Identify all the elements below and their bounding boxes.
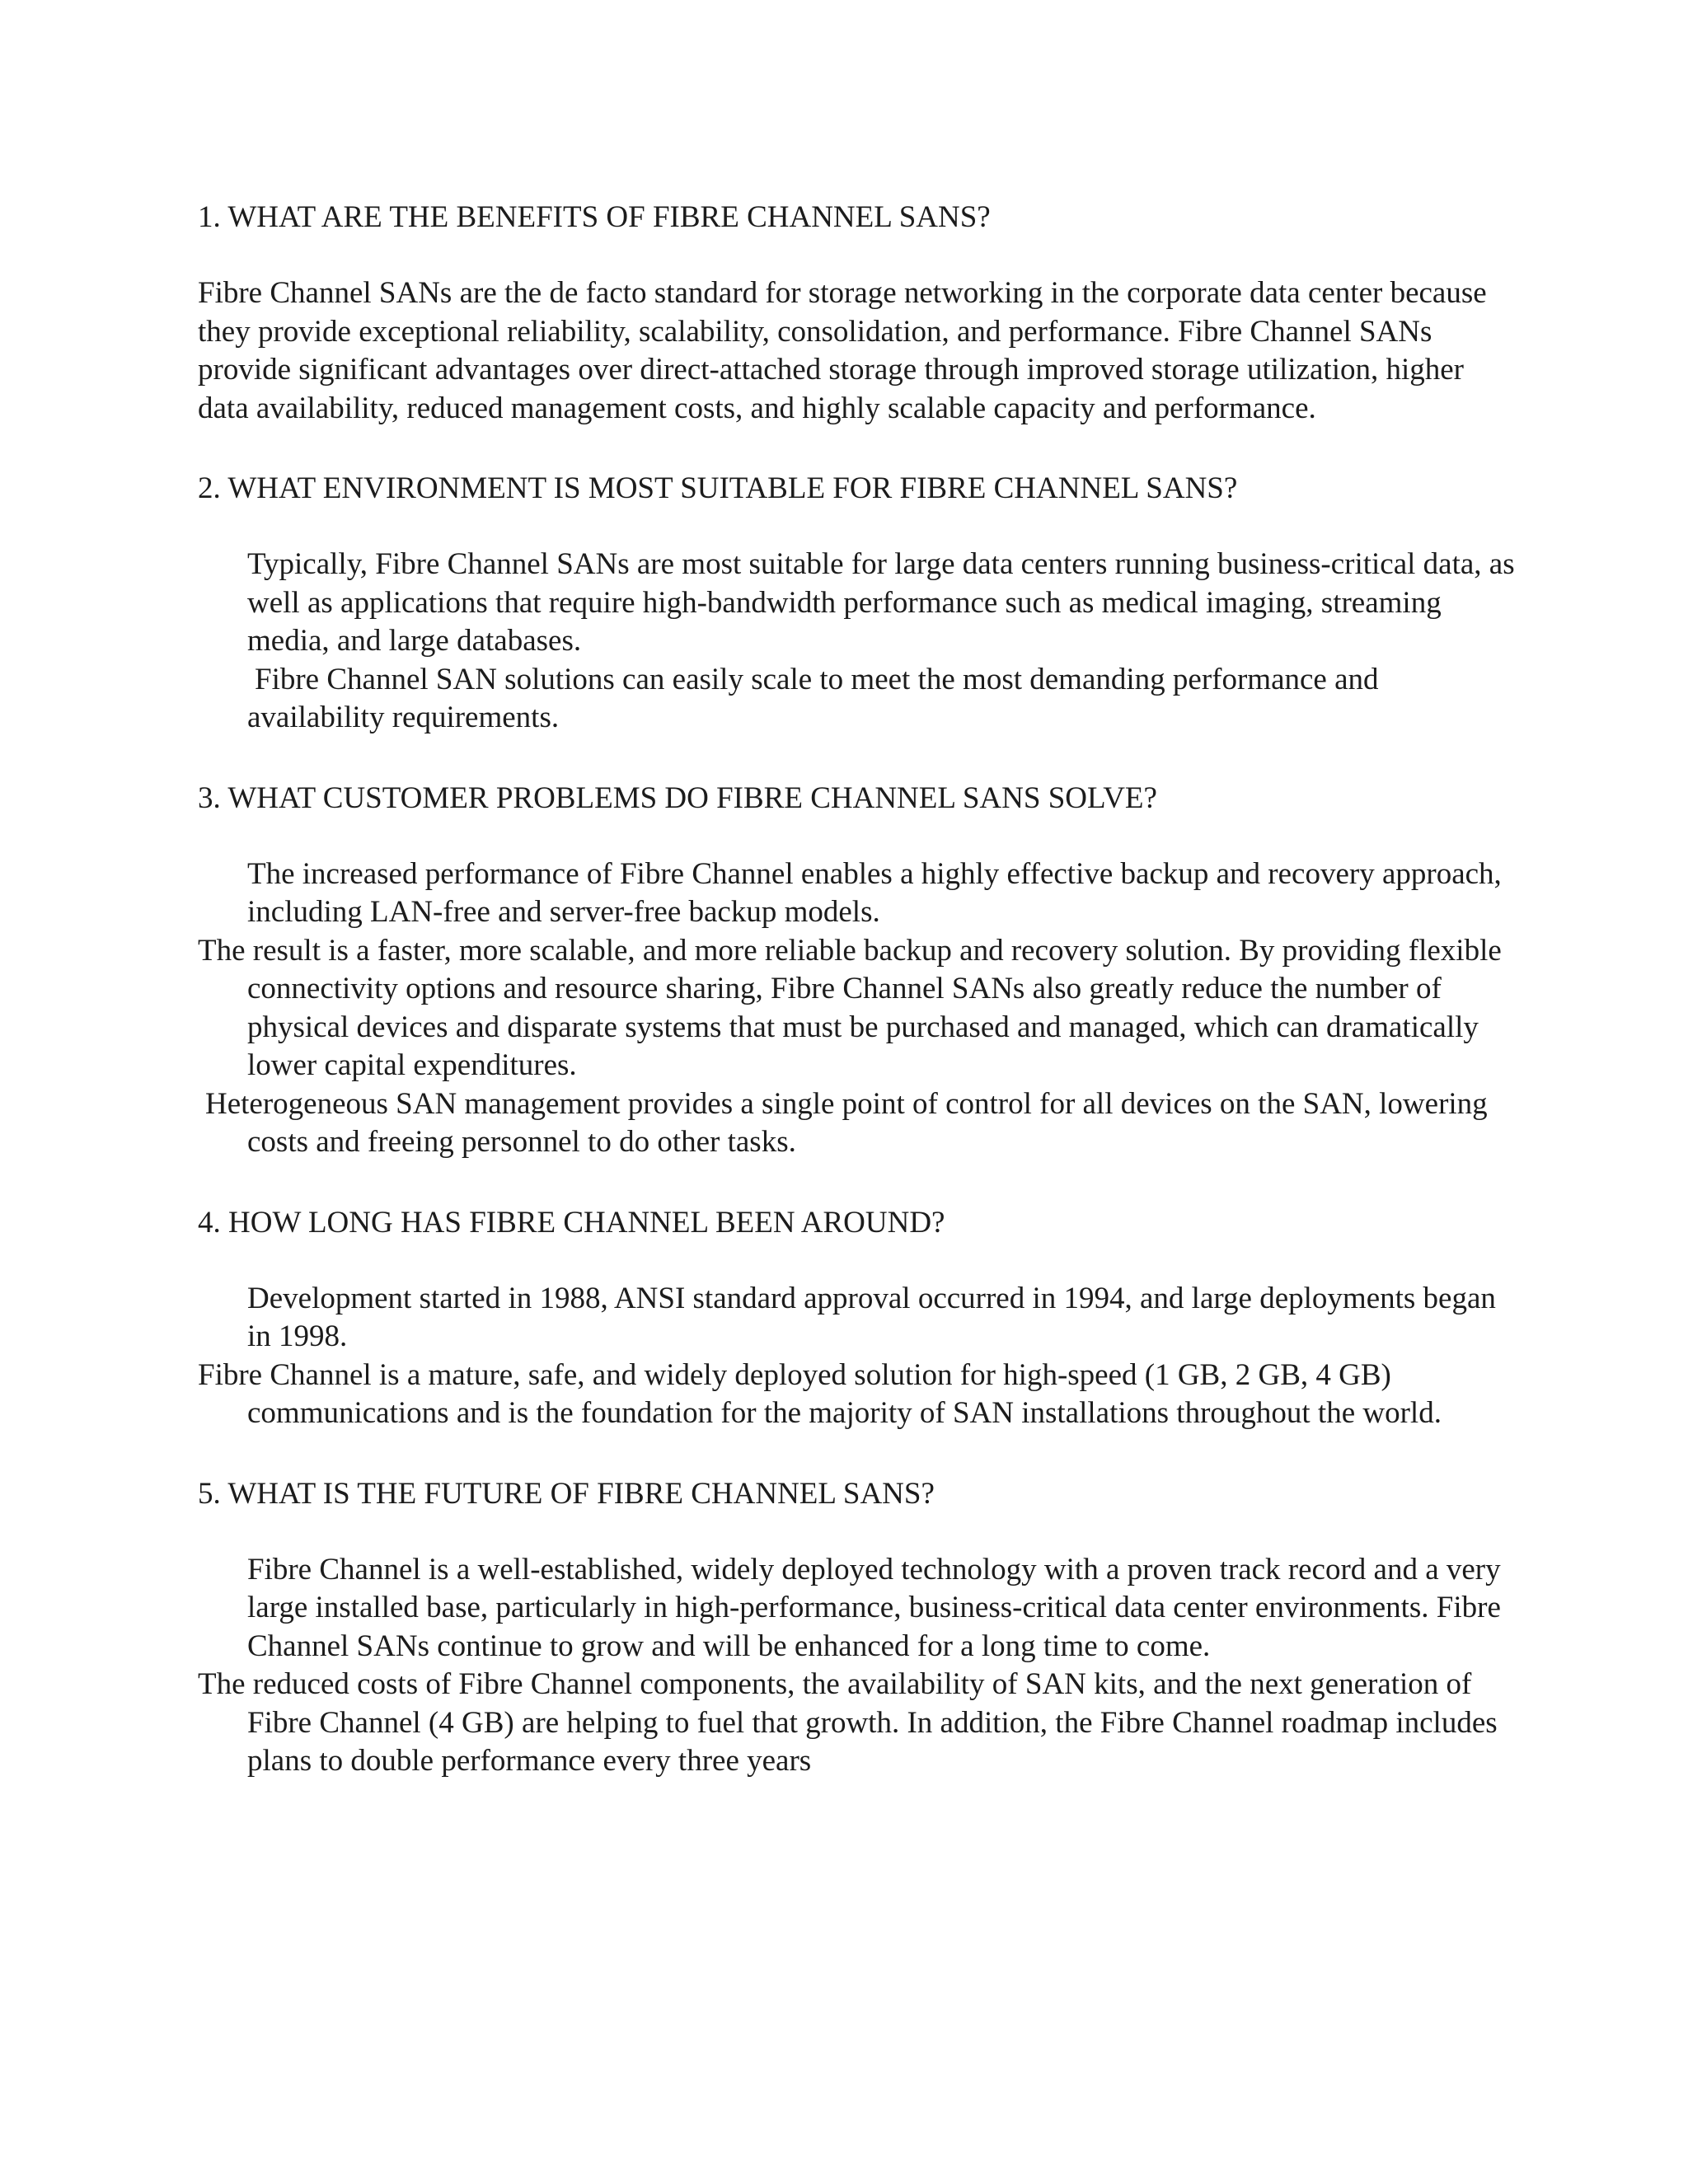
paragraph: The reduced costs of Fibre Channel components, the availability of SAN kits, and the next generation of Fibre Channel (4 GB) are helping to fuel that growth. In addition, the Fibre Channel roadmap includes plans to double performance every three years <box>198 1667 1498 1778</box>
section-future <box>198 1474 1517 1781</box>
document-page <box>198 198 1517 1781</box>
section-environment <box>198 469 1517 738</box>
paragraph: Fibre Channel SANs are the de facto standard for storage networking in the corporate data center because they provide exceptional reliability, scalability, consolidation, and performance. Fibre Channel SANs provide significant advantages over direct-attached storage through improved storage utilization, higher data availability, reduced management costs, and highly scalable capacity and performance. <box>198 276 1487 425</box>
section-benefits <box>198 198 1517 428</box>
paragraph: Fibre Channel is a well-established, widely deployed technology with a proven track record and a very large installed base, particularly in high-performance, business-critical data center environments. Fibre Channel SANs continue to grow and will be enhanced for a long time to come. <box>247 1552 1501 1663</box>
paragraph: The result is a faster, more scalable, and more reliable backup and recovery solution. By providing flexible connectivity options and resource sharing, Fibre Channel SANs also greatly reduce the number of physical devices and disparate systems that must be purchased and managed, which can dramatically lower capital expenditures. <box>198 933 1502 1082</box>
paragraph: Development started in 1988, ANSI standard approval occurred in 1994, and large deployments began in 1998. <box>247 1281 1496 1353</box>
paragraph: Fibre Channel is a mature, safe, and widely deployed solution for high-speed (1 GB, 2 GB, 4 GB) communications and is the foundation for the majority of SAN installations throughout the world. <box>198 1357 1442 1430</box>
paragraph: Typically, Fibre Channel SANs are most suitable for large data centers running business-critical data, as well as applications that require high-bandwidth performance such as medical imaging, streaming media, and large databases. <box>247 547 1515 658</box>
section-heading: 2. WHAT ENVIRONMENT IS MOST SUITABLE FOR FIBRE CHANNEL SANS? <box>198 471 1238 505</box>
section-history <box>198 1203 1517 1433</box>
section-heading: 3. WHAT CUSTOMER PROBLEMS DO FIBRE CHANNEL SANS SOLVE? <box>198 780 1157 815</box>
section-customer-problems <box>198 779 1517 1162</box>
paragraph: The increased performance of Fibre Channel enables a highly effective backup and recovery approach, including LAN-free and server-free backup models. <box>247 856 1502 929</box>
section-heading: 5. WHAT IS THE FUTURE OF FIBRE CHANNEL SANS? <box>198 1476 935 1511</box>
paragraph: Heterogeneous SAN management provides a single point of control for all devices on the SAN, lowering costs and freeing personnel to do other tasks. <box>205 1086 1488 1159</box>
section-heading: 1. WHAT ARE THE BENEFITS OF FIBRE CHANNEL SANS? <box>198 200 991 234</box>
section-heading: 4. HOW LONG HAS FIBRE CHANNEL BEEN AROUND? <box>198 1205 945 1240</box>
paragraph: Fibre Channel SAN solutions can easily scale to meet the most demanding performance and availability requirements. <box>247 662 1379 734</box>
